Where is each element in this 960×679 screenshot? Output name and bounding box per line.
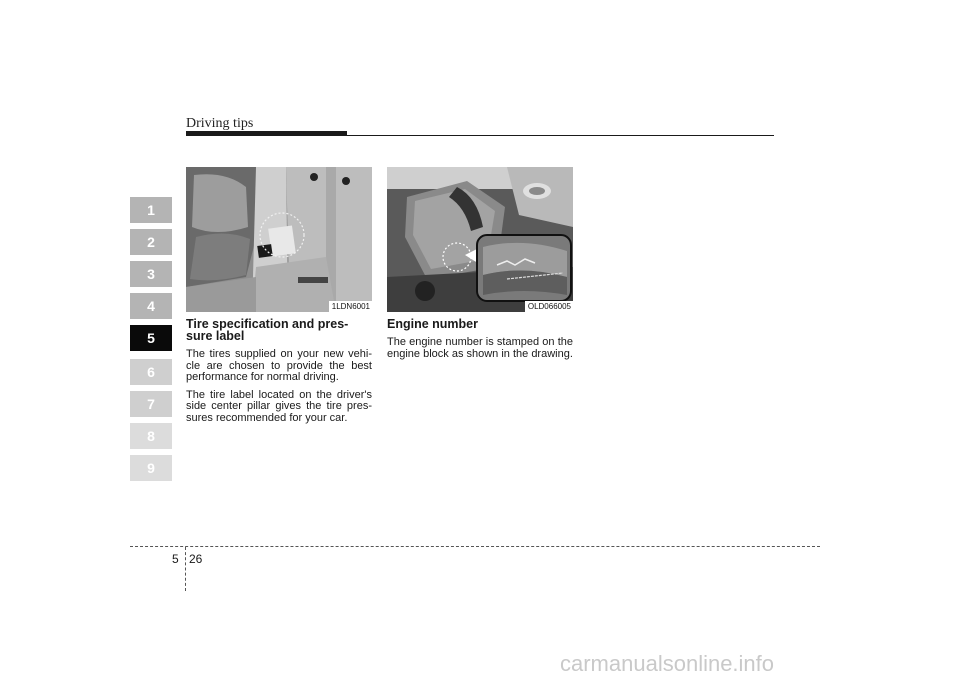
chapter-tab-2[interactable] <box>130 229 172 255</box>
chapter-tab-1[interactable] <box>130 197 172 223</box>
footer-vertical-divider <box>185 547 186 591</box>
header-bar-thick <box>186 131 347 136</box>
footer-divider <box>130 546 820 547</box>
section-title: Engine number <box>387 317 478 331</box>
paragraph: The tires supplied on your new vehi-cle are chosen to provide the best performance for normal driving. <box>186 348 372 383</box>
header-bar-thin <box>347 135 774 136</box>
chapter-tab-8[interactable] <box>130 423 172 449</box>
chapter-tab-label: 1 <box>147 202 155 218</box>
chapter-tab-label: 7 <box>147 396 155 412</box>
engine-number-photo <box>387 167 573 312</box>
chapter-tab-7[interactable] <box>130 391 172 417</box>
footer-page-number: 26 <box>189 552 203 566</box>
chapter-tab-3[interactable] <box>130 261 172 287</box>
chapter-tab-6[interactable] <box>130 359 172 385</box>
chapter-tab-4[interactable] <box>130 293 172 319</box>
section-title: Tire specification and pres- sure label <box>186 317 349 343</box>
tire-spec-section <box>186 318 372 430</box>
chapter-tab-9[interactable] <box>130 455 172 481</box>
header-title: Driving tips <box>186 116 254 131</box>
photo-code: 1LDN6001 <box>329 301 372 312</box>
footer-chapter-number: 5 <box>172 552 179 566</box>
chapter-tab-label: 2 <box>147 234 155 250</box>
chapter-tab-5[interactable] <box>130 325 172 351</box>
watermark: carmanualsonline.info <box>560 651 775 676</box>
chapter-tab-label: 3 <box>147 266 155 282</box>
photo-code: OLD066005 <box>525 301 573 312</box>
chapter-tab-label: 8 <box>147 428 155 444</box>
chapter-tab-label: 6 <box>147 364 155 380</box>
engine-number-section <box>387 318 573 366</box>
chapter-tab-label: 4 <box>147 298 155 314</box>
paragraph: The tire label located on the driver's side center pillar gives the tire pres-sures recommended for your car. <box>186 388 372 424</box>
chapter-tab-label: 5 <box>147 330 155 346</box>
paragraph: The engine number is stamped on the engine block as shown in the drawing. <box>387 336 573 360</box>
chapter-tab-label: 9 <box>147 460 155 476</box>
tire-label-photo <box>186 167 372 312</box>
